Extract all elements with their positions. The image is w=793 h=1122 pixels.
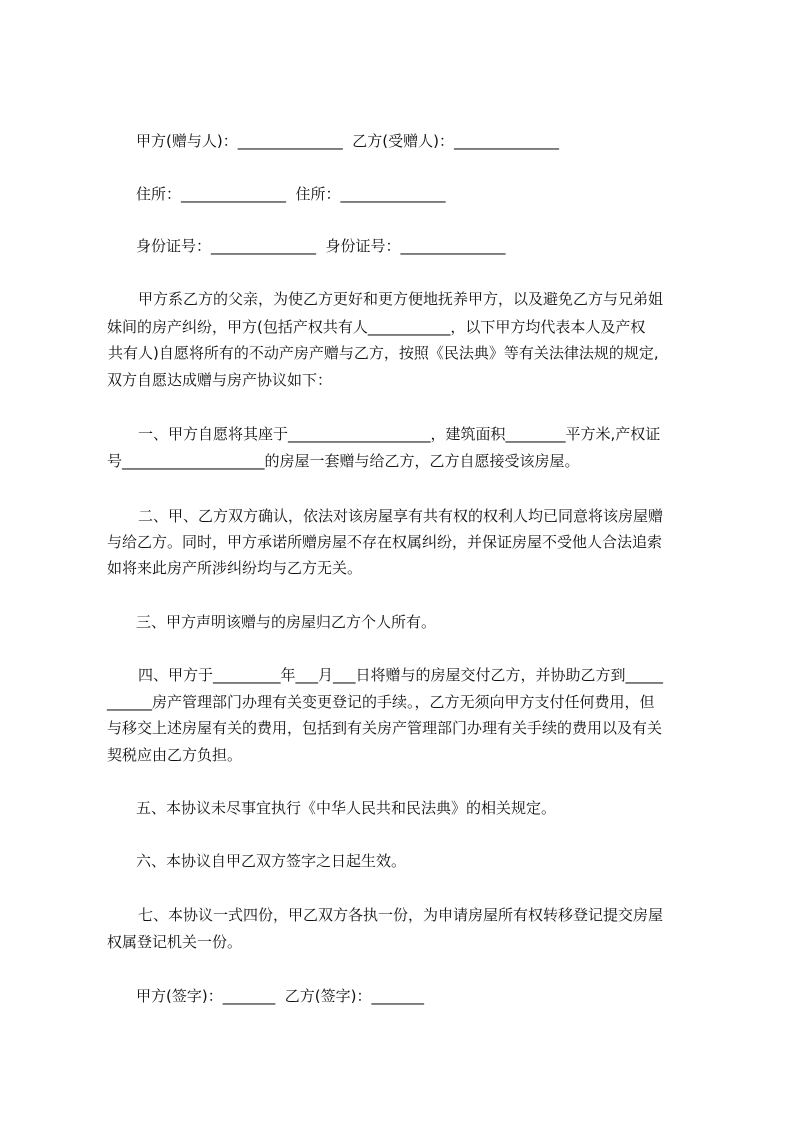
clause-1-line: 一、甲方自愿将其座于___________________，建筑面积________平方米,产权证 [138, 425, 661, 443]
clause-2-line: 如将来此房产所涉纠纷均与乙方无关。 [107, 559, 363, 577]
clause-2-line: 二、甲、乙方双方确认，依法对该房屋享有共有权的权利人均已同意将该房屋赠 [138, 507, 664, 525]
clause-7-line: 权属登记机关一份。 [107, 933, 243, 951]
clause-3-line: 三、甲方声明该赠与的房屋归乙方个人所有。 [136, 613, 437, 631]
clause-5-line: 五、本协议未尽事宜执行《中华人民共和民法典》的相关规定。 [136, 799, 557, 817]
party-id-line: 身份证号：______________ 身份证号：______________ [136, 237, 506, 255]
party-names-line: 甲方(赠与人)：______________ 乙方(受赠人)：______________ [136, 132, 559, 150]
preamble-line: 甲方系乙方的父亲，为使乙方更好和更方便地抚养甲方，以及避免乙方与兄弟姐 [138, 290, 664, 308]
clause-6-line: 六、本协议自甲乙双方签字之日起生效。 [136, 852, 407, 870]
preamble-line: 妹间的房产纠纷，甲方(包括产权共有人___________，以下甲方均代表本人及产权 [107, 318, 646, 336]
clause-1-line: 号___________________的房屋一套赠与给乙方，乙方自愿接受该房屋。 [107, 452, 580, 470]
clause-4-line: 与移交上述房屋有关的费用，包括到有关房产管理部门办理有关手续的费用以及有关 [107, 719, 663, 737]
signature-line: 甲方(签字)：_______ 乙方(签字)：_______ [136, 987, 424, 1005]
clause-2-line: 与给乙方。同时，甲方承诺所赠房屋不存在权属纠纷，并保证房屋不受他人合法追索 [107, 533, 663, 551]
clause-4-line: ______房产管理部门办理有关变更登记的手续。，乙方无须向甲方支付任何费用，但 [107, 693, 655, 711]
party-address-line: 住所：______________ 住所：______________ [136, 185, 446, 203]
clause-7-line: 七、本协议一式四份，甲乙双方各执一份，为申请房屋所有权转移登记提交房屋 [138, 906, 664, 924]
preamble-line: 共有人)自愿将所有的不动产房产赠与乙方，按照《民法典》等有关法律法规的规定, [108, 344, 659, 362]
clause-4-line: 四、甲方于_________年___月___日将赠与的房屋交付乙方，并协助乙方到_____ [138, 666, 664, 684]
preamble-line: 双方自愿达成赠与房产协议如下： [107, 371, 333, 389]
clause-4-line: 契税应由乙方负担。 [107, 746, 243, 764]
